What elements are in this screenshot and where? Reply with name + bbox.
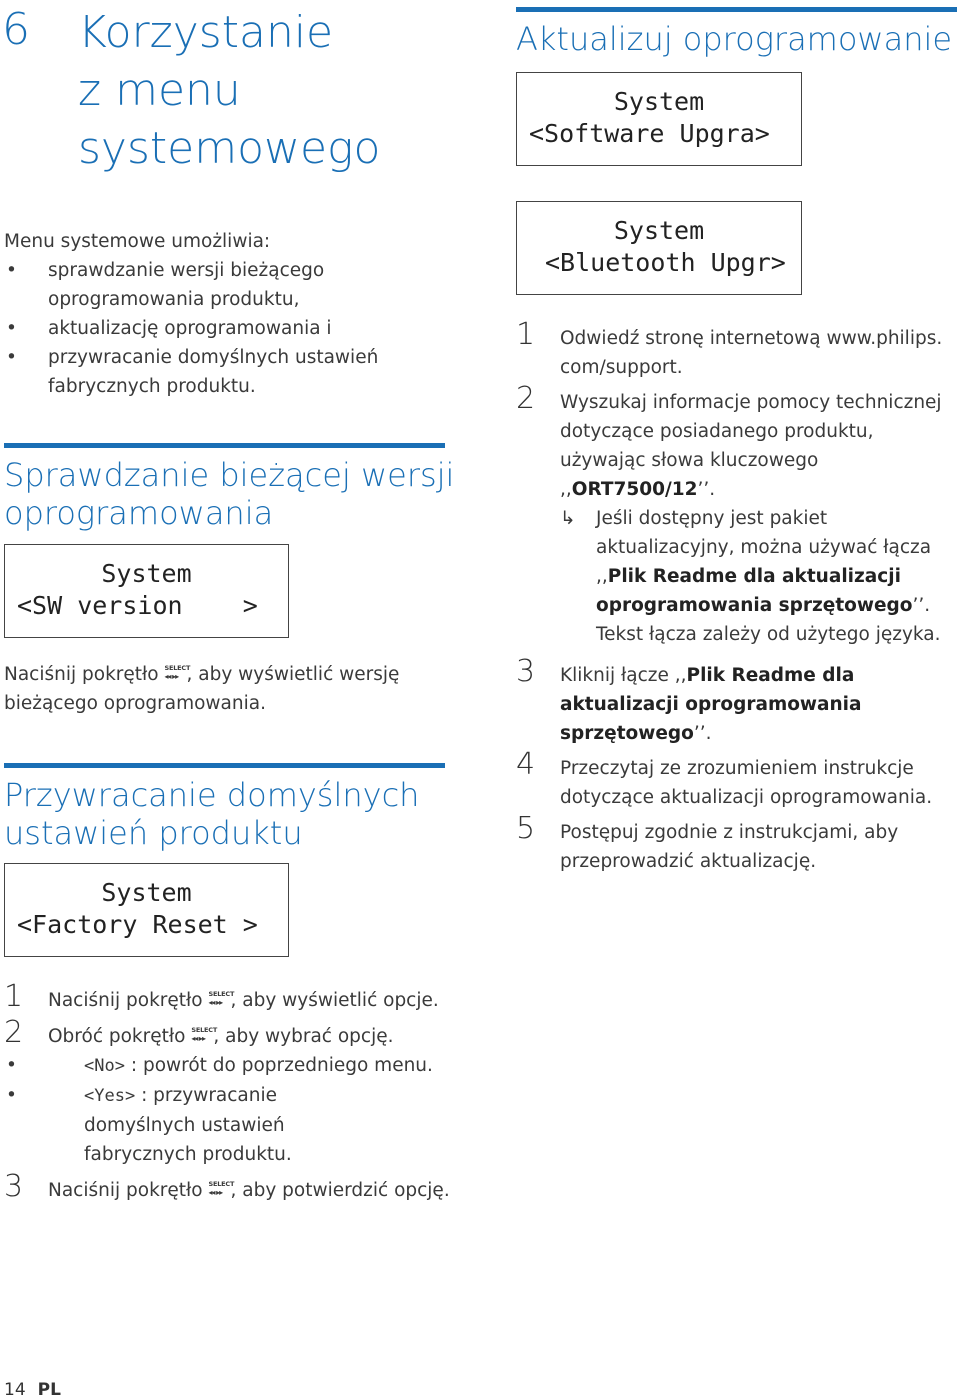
step-item bbox=[516, 747, 956, 812]
result-arrow-icon: ↳ bbox=[560, 508, 576, 529]
page-footer bbox=[4, 1380, 61, 1400]
lcd-line-2: <Factory Reset > bbox=[17, 910, 258, 939]
step-item bbox=[516, 811, 956, 876]
step-item bbox=[4, 1015, 454, 1169]
option-code: <No> bbox=[84, 1056, 125, 1076]
chapter-title bbox=[78, 4, 380, 178]
step-text: ’’. bbox=[697, 479, 716, 500]
step-text: Przeczytaj ze zrozumieniem instrukcje dotyczące aktualizacji oprogramowania. bbox=[560, 758, 933, 808]
step-text: Odwiedź stronę internetową www.philips. com/support. bbox=[560, 328, 943, 378]
option-text: : powrót do poprzedniego menu. bbox=[124, 1055, 433, 1076]
section-title-line: ustawień produktu bbox=[4, 814, 303, 852]
lcd-line-1: System bbox=[613, 216, 705, 245]
intro bbox=[4, 227, 444, 401]
chapter-title-line: systemowego bbox=[78, 123, 381, 174]
step-item bbox=[4, 979, 454, 1015]
step-text: Wyszukaj informacje pomocy technicznej dotyczące posiadanego produktu, używając słowa kluczowego ,, bbox=[560, 392, 942, 500]
step-number: 5 bbox=[516, 811, 536, 846]
step-text: , aby wybrać opcję. bbox=[213, 1026, 394, 1047]
section-title-line: Sprawdzanie bieżącej wersji bbox=[4, 456, 455, 494]
step-text: Naciśnij pokrętło bbox=[48, 1180, 203, 1201]
chapter-number: 6 bbox=[2, 4, 30, 55]
section-title-line: Przywracanie domyślnych bbox=[4, 776, 420, 814]
list-item: • sprawdzanie wersji bieżącego oprogramowania produktu, bbox=[4, 256, 444, 314]
update-steps bbox=[516, 317, 956, 876]
step-text: Kliknij łącze ,, bbox=[560, 665, 687, 686]
list-item: • aktualizację oprogramowania i bbox=[4, 314, 444, 343]
instruction-text: Naciśnij pokrętło bbox=[4, 664, 159, 685]
lcd-line-2: <SW version > bbox=[17, 591, 258, 620]
section-rule bbox=[516, 7, 957, 12]
step-text: , aby potwierdzić opcję. bbox=[230, 1180, 450, 1201]
select-knob-icon: SELECT ◂◂ ▸▸ bbox=[191, 1026, 218, 1043]
option-code: <Yes> bbox=[84, 1086, 136, 1106]
step-result bbox=[560, 504, 956, 649]
section-rule bbox=[4, 443, 445, 448]
link-name: Plik Readme dla aktualizacji oprogramowania sprzętowego bbox=[596, 566, 913, 616]
list-item: • przywracanie domyślnych ustawień fabrycznych produktu. bbox=[4, 343, 444, 401]
result-text: ’’. Tekst łącza zależy od użytego języka. bbox=[596, 595, 941, 645]
select-knob-icon: SELECT ◂◂ ▸▸ bbox=[164, 664, 191, 681]
step-text: , aby wyświetlić opcje. bbox=[230, 990, 439, 1011]
step-number: 1 bbox=[4, 979, 24, 1014]
step-number: 3 bbox=[4, 1169, 24, 1204]
result-text: Jeśli dostępny jest pakiet aktualizacyjny, można używać łącza ,, bbox=[596, 508, 932, 587]
step-text: Postępuj zgodnie z instrukcjami, aby przeprowadzić aktualizację. bbox=[560, 822, 899, 872]
list-item bbox=[4, 1081, 454, 1169]
keyword: ORT7500/12 bbox=[571, 479, 698, 500]
section-title-line: oprogramowania bbox=[4, 494, 274, 532]
step-item bbox=[516, 381, 956, 649]
step-text: Obróć pokrętło bbox=[48, 1026, 186, 1047]
intro-lead: Menu systemowe umożliwia: bbox=[4, 231, 271, 252]
chapter-title-line: z menu bbox=[78, 65, 241, 116]
factory-steps bbox=[4, 979, 454, 1205]
step-text: ’’. bbox=[693, 723, 712, 744]
version-instruction bbox=[4, 660, 444, 718]
link-name: Plik Readme dla aktualizacji oprogramowania sprzętowego bbox=[560, 665, 862, 744]
lcd-line-2: <Software Upgra> bbox=[529, 119, 770, 148]
list-item bbox=[4, 1051, 454, 1081]
page-number: 14 bbox=[4, 1380, 26, 1400]
lcd-display-software bbox=[516, 72, 802, 166]
section-title-update: Aktualizuj oprogramowanie bbox=[516, 20, 953, 58]
lcd-display-bluetooth bbox=[516, 201, 802, 295]
select-knob-icon: SELECT ◂◂ ▸▸ bbox=[208, 990, 235, 1007]
step-text: Naciśnij pokrętło bbox=[48, 990, 203, 1011]
lcd-line-1: System bbox=[101, 878, 192, 907]
lcd-line-1: System bbox=[613, 87, 705, 116]
step-number: 2 bbox=[516, 381, 536, 416]
step-number: 4 bbox=[516, 747, 536, 782]
lcd-display-version bbox=[4, 544, 289, 638]
intro-list bbox=[4, 256, 444, 401]
chapter-title-line: Korzystanie bbox=[78, 7, 334, 58]
step-number: 1 bbox=[516, 317, 536, 352]
step-number: 3 bbox=[516, 654, 536, 689]
option-text: : przywracanie domyślnych ustawień fabrycznych produktu. bbox=[84, 1085, 292, 1165]
select-knob-icon: SELECT ◂◂ ▸▸ bbox=[208, 1180, 235, 1197]
section-title-version bbox=[4, 456, 454, 532]
step-item bbox=[516, 317, 956, 382]
step-item bbox=[516, 654, 956, 748]
step-item bbox=[4, 1169, 454, 1205]
section-title-factory bbox=[4, 776, 419, 852]
language-code: PL bbox=[37, 1380, 61, 1400]
option-list bbox=[4, 1051, 454, 1169]
lcd-line-1: System bbox=[101, 559, 192, 588]
step-number: 2 bbox=[4, 1015, 24, 1050]
lcd-display-factory bbox=[4, 863, 289, 957]
section-rule bbox=[4, 763, 445, 768]
lcd-line-2: <Bluetooth Upgr> bbox=[545, 248, 786, 277]
instruction-text: , aby wyświetlić wersję bieżącego oprogramowania. bbox=[4, 664, 400, 714]
